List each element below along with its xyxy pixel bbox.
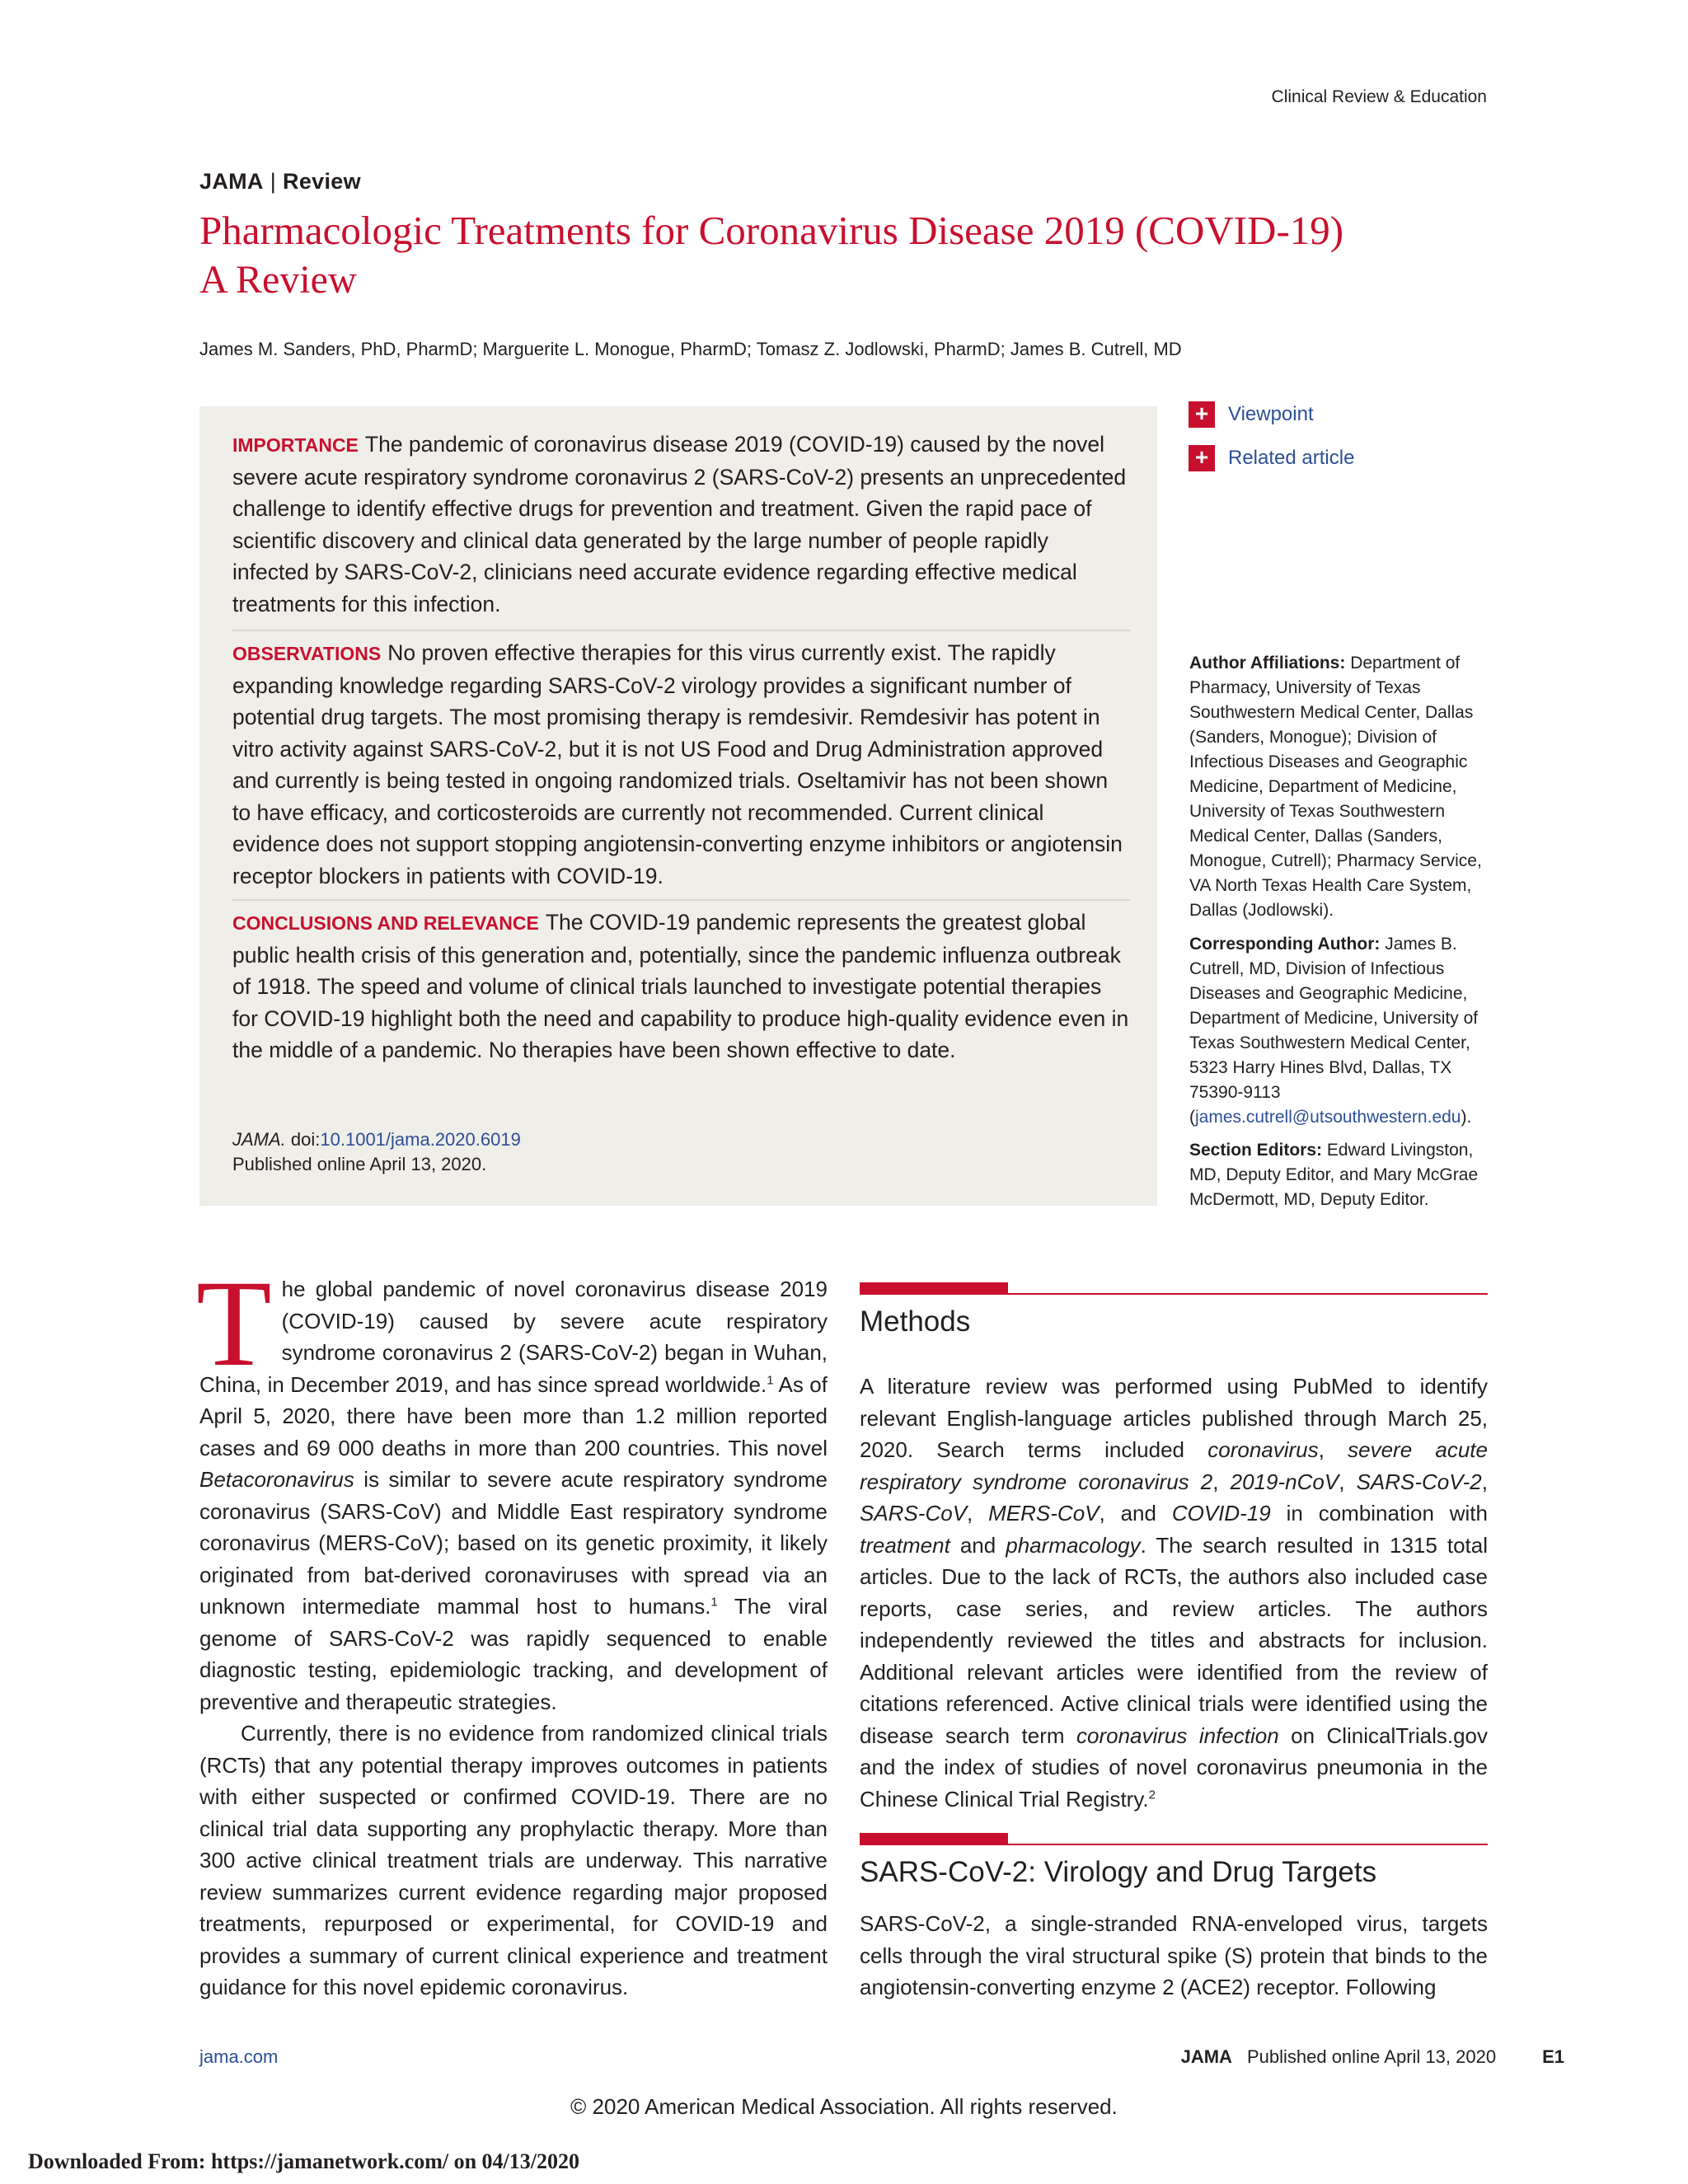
download-stamp: Downloaded From: https://jamanetwork.com/ on 04/13/2020 bbox=[28, 2149, 580, 2173]
footer-journal: JAMA bbox=[1180, 2046, 1232, 2067]
doi-link[interactable]: 10.1001/jama.2020.6019 bbox=[320, 1129, 521, 1150]
methods-term: SARS-CoV bbox=[860, 1501, 968, 1526]
viewpoint-link[interactable] bbox=[1189, 401, 1314, 428]
abstract-observations bbox=[232, 637, 1131, 892]
methods-run: , bbox=[1339, 1469, 1357, 1494]
article-title: Pharmacologic Treatments for Coronavirus Disease 2019 (COVID-19) bbox=[199, 208, 1344, 253]
citation-ref: 1 bbox=[710, 1595, 718, 1610]
section-rule bbox=[860, 1833, 1488, 1844]
page-number: E1 bbox=[1542, 2046, 1564, 2067]
corresponding-label: Corresponding Author: bbox=[1189, 935, 1381, 954]
related-article-label: Related article bbox=[1228, 447, 1355, 469]
corresponding-email-link[interactable]: james.cutrell@utsouthwestern.edu bbox=[1195, 1108, 1461, 1127]
methods-run: , and bbox=[1099, 1501, 1172, 1526]
affiliations-label: Author Affiliations: bbox=[1189, 654, 1346, 673]
intro-italic: Betacoronavirus bbox=[199, 1467, 354, 1492]
methods-run: . The search resulted in 1315 total articles. Due to the lack of RCTs, the authors also included case reports, case series, and review articles. The authors independently reviewed the titles and abstracts for inclusion. Additional relevant articles were identified from the review of citations referenced. Active clinical trials were identified using the disease search term bbox=[860, 1532, 1488, 1748]
abstract-box bbox=[199, 406, 1157, 1206]
methods-term: severe acute respiratory syndrome coronavirus 2 bbox=[860, 1437, 1488, 1494]
methods-term: MERS-CoV bbox=[988, 1501, 1100, 1526]
methods-run: , bbox=[1212, 1469, 1231, 1494]
section-header: Clinical Review & Education bbox=[1271, 87, 1487, 106]
journal-name: JAMA bbox=[199, 169, 264, 194]
section-rule bbox=[860, 1282, 1488, 1293]
intro-paragraph-2: Currently, there is no evidence from randomized clinical trials (RCTs) that any potential therapy improves outcomes in patients with either suspected or confirmed COVID-19. There are no clinical trial data supporting any prophylactic therapy. More than 300 active clinical treatment trials are underway. This narrative review summarizes current evidence regarding major proposed treatments, repurposed or experimental, for COVID-19 and provides a summary of current clinical experience and treatment guidance for this novel epidemic coronavirus. bbox=[199, 1721, 828, 1999]
article-subtitle: A Review bbox=[199, 258, 357, 302]
methods-term: 2019-nCoV bbox=[1230, 1469, 1339, 1494]
citation-journal: JAMA. bbox=[232, 1129, 286, 1150]
corresponding-text: James B. Cutrell, MD, Division of Infectious Diseases and Geographic Medicine, Department of Medicine, University of Texas Southwestern Medical Center, 5323 Harry Hines Blvd, Dallas, TX 75390-9113 ( bbox=[1189, 935, 1479, 1127]
methods-text bbox=[860, 1371, 1488, 1815]
plus-icon: + bbox=[1189, 445, 1215, 471]
doi-prefix: doi: bbox=[285, 1129, 321, 1150]
author-affiliations bbox=[1189, 651, 1490, 923]
editors-label: Section Editors: bbox=[1189, 1141, 1323, 1160]
citation-ref: 1 bbox=[767, 1372, 774, 1387]
intro-column bbox=[196, 1255, 828, 2004]
methods-run: , bbox=[1481, 1469, 1488, 1494]
drop-cap: T bbox=[196, 1255, 272, 1392]
conclusions-text: The COVID-19 pandemic represents the greatest global public health crisis of this generation and, potentially, since the pandemic influenza outbreak of 1918. The speed and volume of clinical trials launched to investigate potential therapies for COVID-19 highlight both the need and capability to produce high-quality evidence even in the middle of a pandemic. No therapies have been shown effective to date. bbox=[232, 910, 1129, 1062]
methods-term: coronavirus bbox=[1207, 1437, 1319, 1462]
methods-run: in combination with bbox=[1270, 1501, 1488, 1526]
author-list: James M. Sanders, PhD, PharmD; Marguerite L. Monogue, PharmD; Tomasz Z. Jodlowski, PharmD; James B. Cutrell, MD bbox=[199, 339, 1182, 359]
intro-paragraph-1 bbox=[196, 1255, 828, 1718]
editors-text: Edward Livingston, MD, Deputy Editor, and Mary McGrae McDermott, MD, Deputy Editor. bbox=[1189, 1141, 1479, 1209]
published-date: Published online April 13, 2020. bbox=[232, 1154, 487, 1174]
page-footer bbox=[1181, 2046, 1564, 2068]
methods-term: coronavirus infection bbox=[1076, 1722, 1279, 1748]
methods-term: pharmacology bbox=[1006, 1532, 1141, 1558]
methods-run: , bbox=[1318, 1437, 1348, 1462]
section-editors bbox=[1189, 1138, 1490, 1212]
intro-text: The viral genome of SARS-CoV-2 was rapidly sequenced to enable diagnostic testing, epidemiologic tracking, and development of preventive and therapeutic strategies. bbox=[199, 1594, 828, 1714]
abstract-conclusions bbox=[232, 907, 1131, 1066]
intro-text: As of April 5, 2020, there have been more than 1.2 million reported cases and 69 000 deaths in more than 200 countries. This novel bbox=[199, 1371, 828, 1460]
methods-term: treatment bbox=[860, 1532, 950, 1558]
abstract-importance bbox=[232, 429, 1131, 620]
footer-published: Published online April 13, 2020 bbox=[1246, 2046, 1497, 2067]
related-article-link[interactable] bbox=[1189, 445, 1354, 471]
corresponding-author bbox=[1189, 932, 1490, 1130]
viewpoint-label: Viewpoint bbox=[1228, 403, 1314, 425]
methods-term: SARS-CoV-2 bbox=[1356, 1469, 1482, 1494]
importance-text: The pandemic of coronavirus disease 2019 (COVID-19) caused by the novel severe acute respiratory syndrome coronavirus 2 (SARS-CoV-2) presents an unprecedented challenge to identify effective drugs for prevention and treatment. Given the rapid pace of scientific discovery and clinical data generated by the large number of people rapidly infected by SARS-CoV-2, clinicians need accurate evidence regarding effective medical treatments for this infection. bbox=[232, 432, 1127, 616]
methods-run: on ClinicalTrials.gov and the index of studies of novel coronavirus pneumonia in the Chinese Clinical Trial Registry. bbox=[860, 1722, 1489, 1811]
article-citation bbox=[232, 1127, 521, 1177]
conclusions-label: CONCLUSIONS AND RELEVANCE bbox=[232, 912, 539, 934]
methods-heading: Methods bbox=[860, 1305, 971, 1338]
kicker-separator: | bbox=[270, 169, 277, 194]
intro-text: he global pandemic of novel coronavirus disease 2019 (COVID-19) caused by severe acute respiratory syndrome coronavirus 2 (SARS-CoV-2) began in Wuhan, China, in December 2019, and has since spread worldwide. bbox=[199, 1277, 828, 1397]
abstract-divider bbox=[232, 630, 1131, 631]
corresponding-end: ). bbox=[1461, 1108, 1472, 1127]
methods-run: , bbox=[967, 1501, 989, 1526]
intro-text: is similar to severe acute respiratory syndrome coronavirus (SARS-CoV) and Middle East respiratory syndrome coronavirus (MERS-CoV); based on its genetic proximity, it likely originated from bat-derived coronaviruses with spread via an unknown intermediate mammal host to humans. bbox=[199, 1467, 828, 1619]
article-type: Review bbox=[283, 169, 361, 194]
abstract-divider bbox=[232, 899, 1131, 901]
affiliations-text: Department of Pharmacy, University of Texas Southwestern Medical Center, Dallas (Sanders, Monogue); Division of Infectious Diseases and Geographic Medicine, Department of Medicine, University of Texas Southwestern Medical Center, Dallas (Sanders, Monogue, Cutrell); Pharmacy Service, VA North Texas Health Care System, Dallas (Jodlowski). bbox=[1189, 654, 1482, 920]
virology-text: SARS-CoV-2, a single-stranded RNA-enveloped virus, targets cells through the viral structural spike (S) protein that binds to the angiotensin-converting enzyme 2 (ACE2) receptor. Following bbox=[860, 1911, 1488, 1999]
article-kicker bbox=[199, 169, 361, 194]
plus-icon: + bbox=[1189, 401, 1215, 428]
citation-ref: 2 bbox=[1148, 1787, 1156, 1802]
observations-text: No proven effective therapies for this virus currently exist. The rapidly expanding knowledge regarding SARS-CoV-2 virology provides a significant number of potential drug targets. The most promising therapy is remdesivir. Remdesivir has potent in vitro activity against SARS-CoV-2, but it is not US Food and Drug Administration approved and currently is being tested in ongoing randomized trials. Oseltamivir has not been shown to have efficacy, and corticosteroids are currently not recommended. Current clinical evidence does not support stopping angiotensin-converting enzyme inhibitors or angiotensin receptor blockers in patients with COVID-19. bbox=[232, 640, 1123, 888]
methods-run: A literature review was performed using PubMed to identify relevant English-language articles published through March 25, 2020. Search terms included bbox=[860, 1374, 1488, 1462]
observations-label: OBSERVATIONS bbox=[232, 643, 382, 664]
copyright-notice: © 2020 American Medical Association. All rights reserved. bbox=[570, 2094, 1118, 2119]
virology-heading: SARS-CoV-2: Virology and Drug Targets bbox=[860, 1856, 1377, 1888]
site-link[interactable]: jama.com bbox=[199, 2046, 279, 2067]
methods-term: COVID-19 bbox=[1171, 1501, 1271, 1526]
importance-label: IMPORTANCE bbox=[232, 434, 359, 456]
methods-run: and bbox=[950, 1532, 1006, 1558]
